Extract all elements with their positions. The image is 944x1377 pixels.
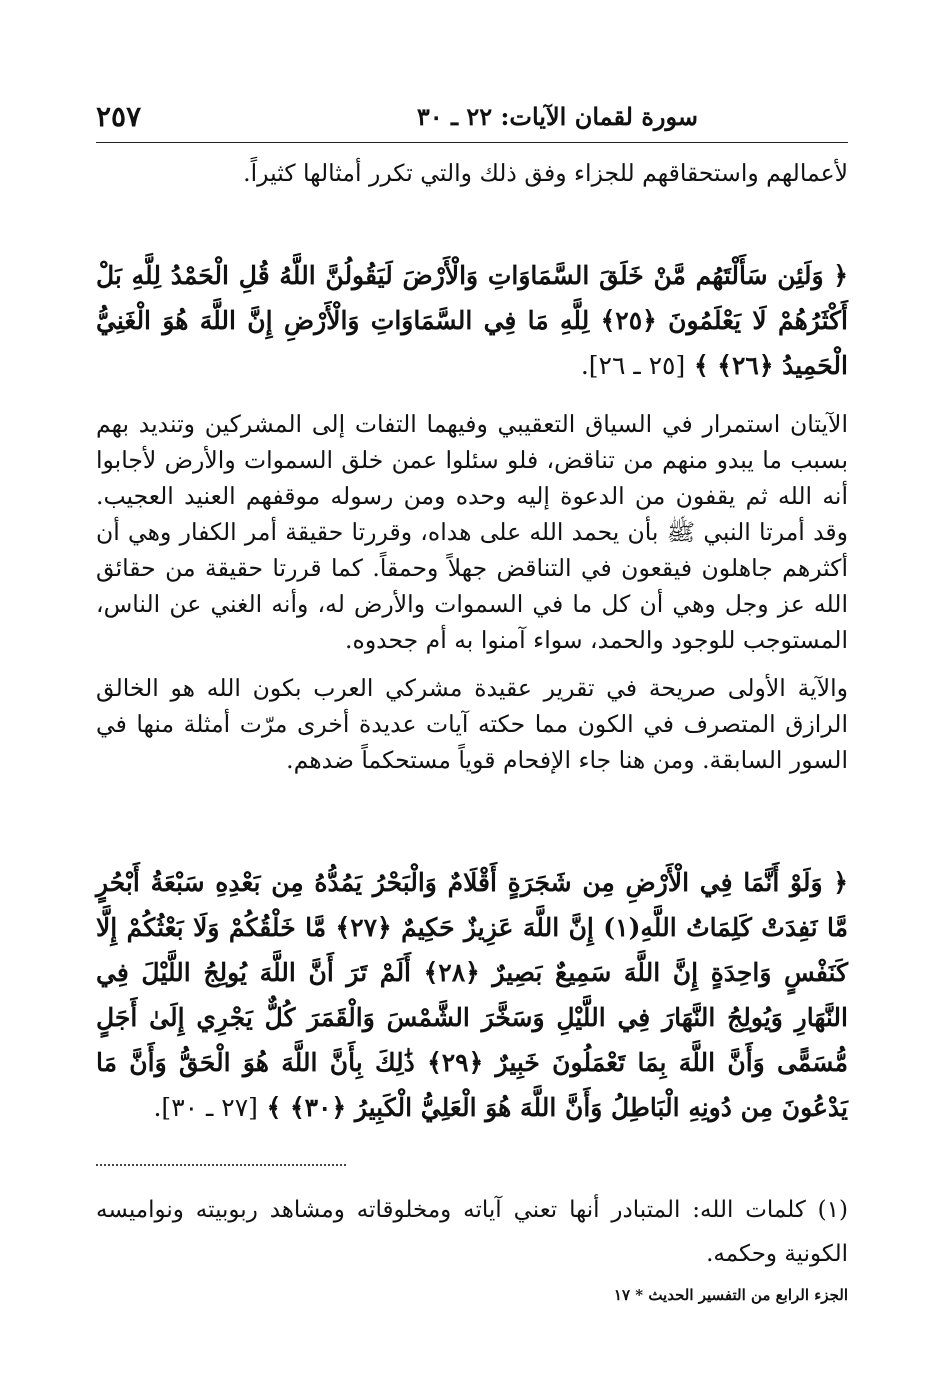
page-header xyxy=(96,98,848,143)
page xyxy=(96,98,848,1304)
page-number: ٢٥٧ xyxy=(96,100,142,133)
verse-reference: [٢٧ ـ ٣٠]. xyxy=(153,1093,258,1122)
commentary-paragraph: والآية الأولى صريحة في تقرير عقيدة مشركي العرب بكون الله هو الخالق الرازق المتصرف في الكون مما حكته آيات عديدة أخرى مرّت أمثلة منها في السور السابقة. ومن هنا جاء الإفحام قوياً مستحكماً ضدهم. xyxy=(96,674,848,774)
quran-verse-27-30 xyxy=(96,860,848,1130)
verse-text: ﴿ وَلَوْ أَنَّمَا فِي الْأَرْضِ مِن شَجَرَةٍ أَقْلَامٌ وَالْبَحْرُ يَمُدُّهُ مِن بَعْدِهِ سَبْعَةُ أَبْحُرٍ مَّا نَفِدَتْ كَلِمَاتُ اللَّهِ(١) إِنَّ اللَّهَ عَزِيزٌ حَكِيمٌ ﴿٢٧﴾ مَّا خَلْقُكُمْ وَلَا بَعْثُكُمْ إِلَّا كَنَفْسٍ وَاحِدَةٍ إِنَّ اللَّهَ سَمِيعٌ بَصِيرٌ ﴿٢٨﴾ أَلَمْ تَرَ أَنَّ اللَّهَ يُولِجُ اللَّيْلَ فِي النَّهَارِ وَيُولِجُ النَّهَارَ فِي اللَّيْلِ وَسَخَّرَ الشَّمْسَ وَالْقَمَرَ كُلٌّ يَجْرِي إِلَىٰ أَجَلٍ مُّسَمًّى وَأَنَّ اللَّهَ بِمَا تَعْمَلُونَ خَبِيرٌ ﴿٢٩﴾ ذَٰلِكَ بِأَنَّ اللَّهَ هُوَ الْحَقُّ وَأَنَّ مَا يَدْعُونَ مِن دُونِهِ الْبَاطِلُ وَأَنَّ اللَّهَ هُوَ الْعَلِيُّ الْكَبِيرُ ﴿٣٠﴾ ﴾ xyxy=(96,868,848,1122)
surah-title: سورة لقمان الآيات: ٢٢ ـ ٣٠ xyxy=(416,102,698,131)
page-footer: الجزء الرابع من التفسير الحديث * ١٧ xyxy=(613,1286,848,1304)
commentary-paragraph: الآيتان استمرار في السياق التعقيبي وفيهما التفات إلى المشركين وتنديد بهم بسبب ما يبدو منهم من تناقض، فلو سئلوا عمن خلق السموات والأرض لأجابوا أنه الله ثم يقفون من الدعوة إليه وحده ومن رسوله موقفهم العنيد العجيب. وقد أمرتا النبي ﷺ بأن يحمد الله على هداه، وقررتا حقيقة أمر الكفار وهي أن أكثرهم جاهلون فيقعون في التناقض جهلاً وحمقاً. كما قررتا حقيقة من حقائق الله عز وجل وهي أن كل ما في السموات والأرض له، وأنه الغني عن الناس، المستوجب للوجود والحمد، سواء آمنوا به أم جحدوه. xyxy=(96,410,848,654)
verse-reference: [٢٥ ـ ٢٦]. xyxy=(580,351,686,380)
quran-verse-25-26 xyxy=(96,253,848,388)
footnote: (١) كلمات الله: المتبادر أنها تعني آياته ومخلوقاته ومشاهد ربوبيته ونواميسه الكونية وحكمه. xyxy=(96,1197,848,1267)
continuation-text: لأعمالهم واستحقاقهم للجزاء وفق ذلك والتي تكرر أمثالها كثيراً. xyxy=(243,159,848,187)
footnote-separator xyxy=(96,1164,346,1166)
verse-text: ﴿ وَلَئِن سَأَلْتَهُم مَّنْ خَلَقَ السَّمَاوَاتِ وَالْأَرْضَ لَيَقُولُنَّ اللَّهُ قُلِ الْحَمْدُ لِلَّهِ بَلْ أَكْثَرُهُمْ لَا يَعْلَمُونَ ﴿٢٥﴾ لِلَّهِ مَا فِي السَّمَاوَاتِ وَالْأَرْضِ إِنَّ اللَّهَ هُوَ الْغَنِيُّ الْحَمِيدُ ﴿٢٦﴾ ﴾ xyxy=(96,261,848,380)
